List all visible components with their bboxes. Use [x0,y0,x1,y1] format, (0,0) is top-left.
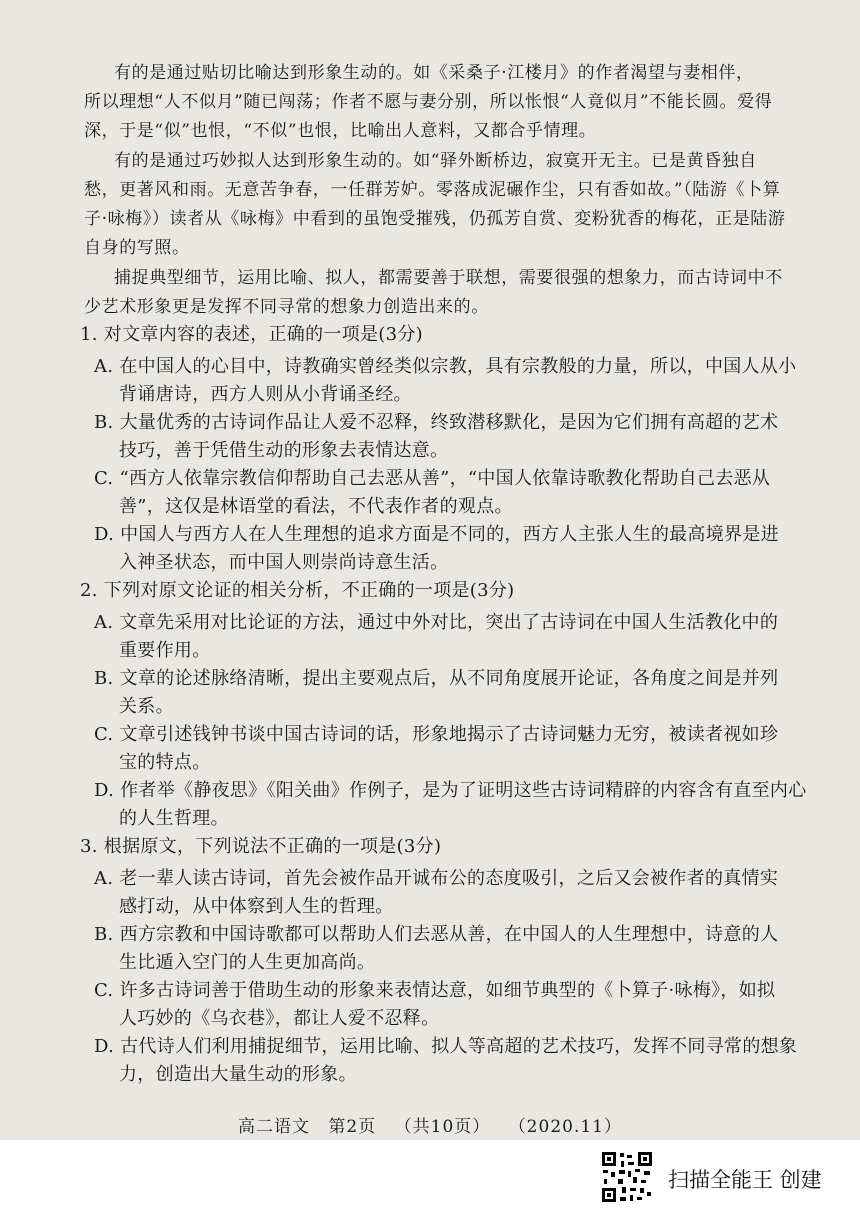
option-line: 感打动，从中体察到人生的哲理。 [119,896,394,917]
option-line: D. 作者举《静夜思》《阳关曲》作例子，是为了证明这些古诗词精辟的内容含有直至内心 [94,780,807,801]
passage-line: 子·咏梅》）读者从《咏梅》中看到的虽饱受摧残，仍孤芳自赏、変粉犹香的梅花，正是陆游 [84,209,786,229]
qr-code-icon [600,1150,654,1204]
passage-line: 有的是通过贴切比喻达到形象生动的。如《采桑子·江楼月》的作者渴望与妻相伴， [114,63,754,83]
question-title: 1. 对文章内容的表述，正确的一项是(3分) [80,324,423,345]
question-title: 2. 下列对原文论证的相关分析，不正确的一项是(3分) [80,580,515,601]
question-title: 3. 根据原文，下列说法不正确的一项是(3分) [80,836,442,857]
footer-page-number: 第2页 [328,1117,377,1137]
option-line: B. 西方宗教和中国诗歌都可以帮助人们去恶从善，在中国人的人生理想中，诗意的人 [94,924,779,945]
footer-date: （2020.11） [508,1117,622,1137]
option-line: A. 老一辈人读古诗词，首先会被作品开诚布公的态度吸引，之后又会被作者的真情实 [94,868,779,889]
option-line: B. 文章的论述脉络清晰，提出主要观点后，从不同角度展开论证，各角度之间是并列 [94,668,779,689]
footer-subject: 高二语文 [238,1117,310,1137]
option-line: A. 在中国人的心目中，诗教确实曾经类似宗教，具有宗教般的力量，所以，中国人从小 [94,356,797,377]
option-line: B. 大量优秀的古诗词作品让人爱不忍释，终致潜移默化，是因为它们拥有高超的艺术 [94,412,779,433]
option-line: 力，创造出大量生动的形象。 [119,1064,357,1085]
option-line: 技巧，善于凭借生动的形象去表情达意。 [119,440,449,461]
option-line: 背诵唐诗，西方人则从小背诵圣经。 [119,384,412,405]
passage-line: 愁，更著风和雨。无意苦争春，一任群芳妒。零落成泥碾作尘，只有香如故。”（陆游《卜算 [84,180,781,200]
page-footer [0,1112,860,1137]
footer-total-pages: （共10页） [394,1117,491,1137]
option-line: A. 文章先采用对比论证的方法，通过中外对比，突出了古诗词在中国人生活教化中的 [94,612,779,633]
option-line: 入神圣状态，而中国人则崇尚诗意生活。 [119,552,449,573]
passage-line: 有的是通过巧妙拟人达到形象生动的。如“驿外断桥边，寂寞开无主。已是黄昏独自 [114,151,757,171]
option-line: D. 古代诗人们利用捕捉细节，运用比喻、拟人等高超的艺术技巧，发挥不同寻常的想象 [94,1036,798,1057]
option-line: 善”，这仅是林语堂的看法，不代表作者的观点。 [119,496,513,517]
option-line: 人巧妙的《乌衣巷》，都让人爱不忍释。 [119,1008,440,1029]
passage-line: 自身的写照。 [84,238,190,258]
passage-line: 所以理想“人不似月”随已闯荡；作者不愿与妻分别，所以怅恨“人竟似月”不能长圆。爱得 [84,92,773,112]
passage-line: 深，于是“似”也恨，“不似”也恨，比喻出人意料，又都合乎情理。 [84,121,597,141]
option-line: C. 文章引述钱钟书谈中国古诗词的话，形象地揭示了古诗词魅力无穷，被读者视如珍 [94,724,779,745]
scanner-brand-label: 扫描全能王 创建 [668,1168,822,1192]
option-line: C. “西方人依靠宗教信仰帮助自己去恶从善”，“中国人依靠诗歌教化帮助自己去恶从 [94,468,771,489]
option-line: D. 中国人与西方人在人生理想的追求方面是不同的，西方人主张人生的最高境界是进 [94,524,779,545]
passage-line: 捕捉典型细节，运用比喻、拟人，都需要善于联想，需要很强的想象力，而古诗词中不 [114,268,783,288]
option-line: C. 许多古诗词善于借助生动的形象来表情达意，如细节典型的《卜算子·咏梅》，如拟 [94,980,776,1001]
option-line: 重要作用。 [119,640,211,661]
passage-line: 少艺术形象更是发挥不同寻常的想象力创造出来的。 [84,297,489,317]
option-line: 的人生哲理。 [119,808,229,829]
option-line: 关系。 [119,696,174,717]
option-line: 宝的特点。 [119,752,211,773]
option-line: 生比遁入空门的人生更加高尚。 [119,952,376,973]
